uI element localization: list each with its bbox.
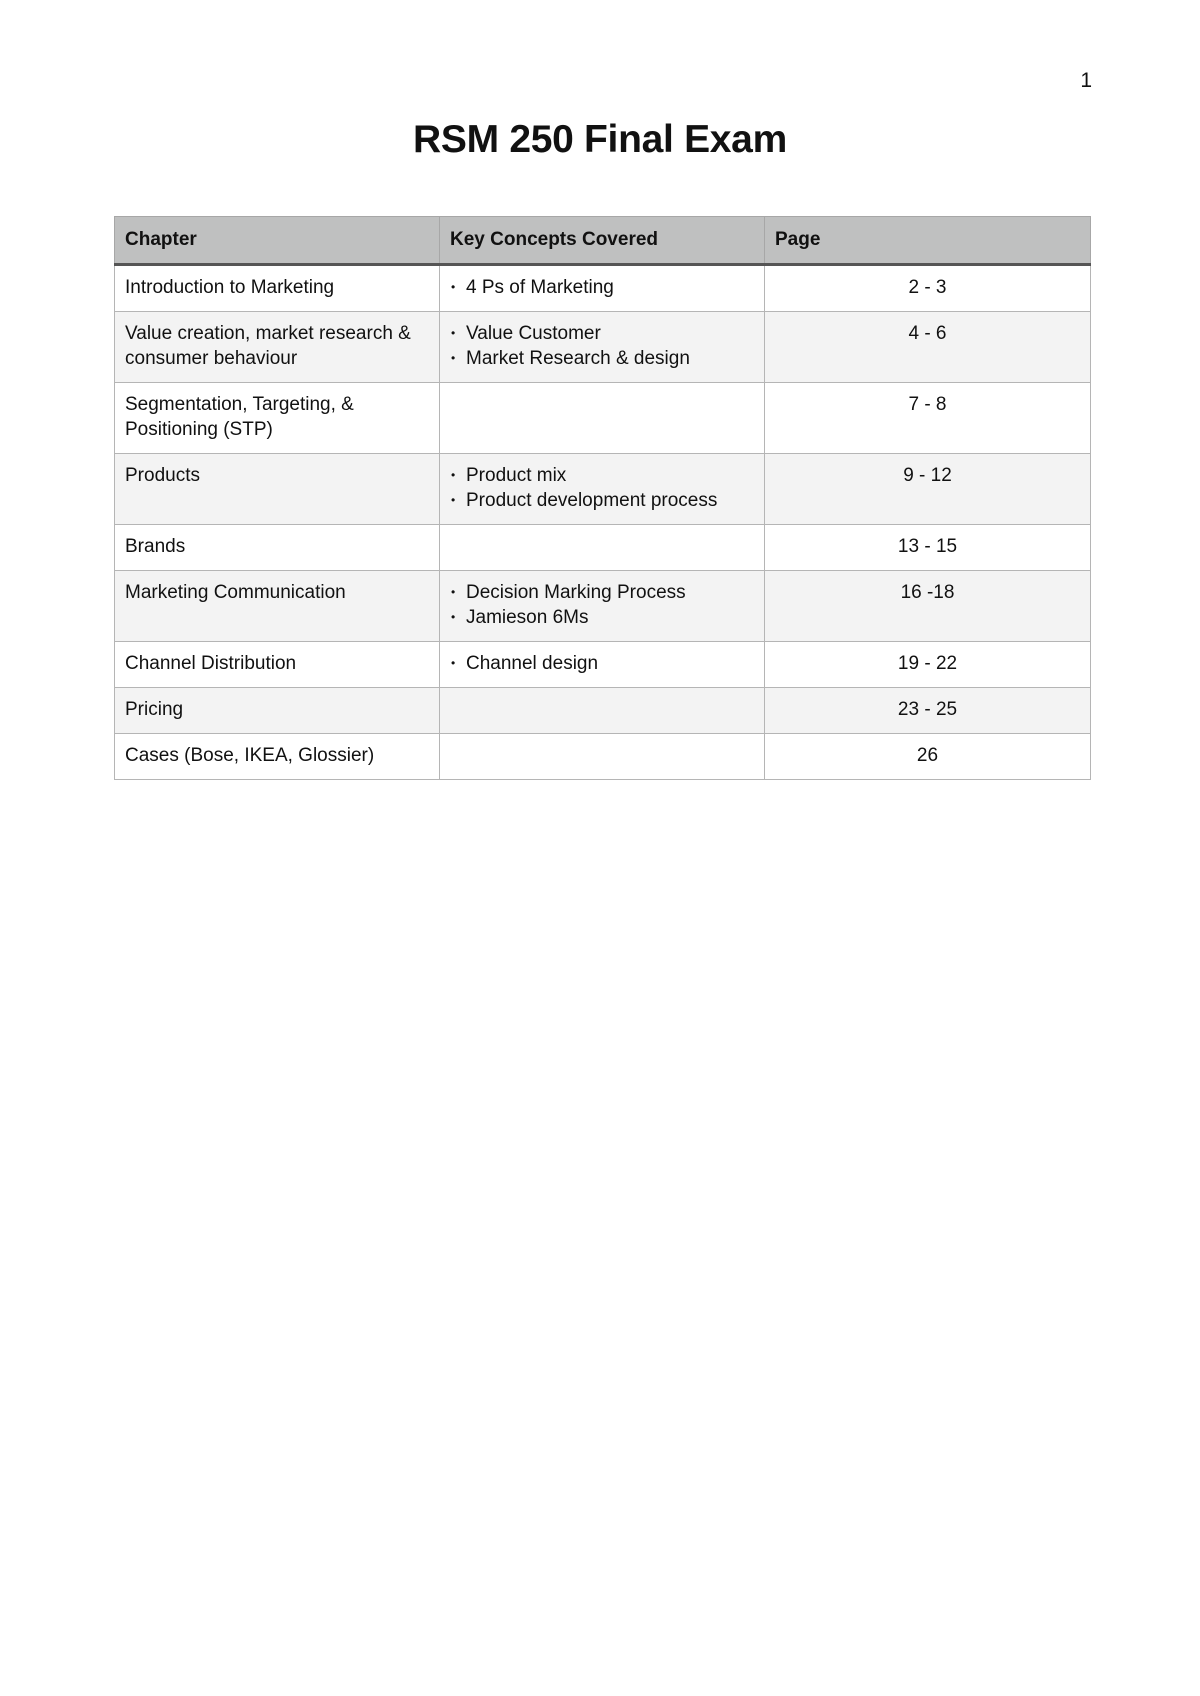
table-row	[115, 454, 1091, 525]
page-range-cell: 4 - 6	[765, 312, 1091, 383]
concepts-list	[450, 463, 754, 513]
concepts-list	[450, 651, 754, 676]
chapter-cell: Brands	[115, 525, 440, 571]
table-row	[115, 642, 1091, 688]
page-range-cell: 13 - 15	[765, 525, 1091, 571]
page-range-cell: 16 -18	[765, 571, 1091, 642]
chapter-cell: Value creation, market research & consumer behaviour	[115, 312, 440, 383]
page-range-cell: 2 - 3	[765, 265, 1091, 312]
page-range-cell: 9 - 12	[765, 454, 1091, 525]
document-title: RSM 250 Final Exam	[413, 118, 787, 161]
table-row	[115, 688, 1091, 734]
concepts-cell	[440, 688, 765, 734]
concept-item: • Value Customer	[450, 321, 754, 346]
concept-item: • Market Research & design	[450, 346, 754, 371]
chapter-cell: Products	[115, 454, 440, 525]
chapter-cell: Pricing	[115, 688, 440, 734]
concepts-list	[450, 321, 754, 371]
table-row	[115, 571, 1091, 642]
concepts-list	[450, 275, 754, 300]
chapter-cell: Cases (Bose, IKEA, Glossier)	[115, 734, 440, 780]
column-header-key-concepts: Key Concepts Covered	[440, 217, 765, 265]
concept-item: • Product development process	[450, 488, 754, 513]
table-row	[115, 312, 1091, 383]
chapter-cell: Segmentation, Targeting, & Positioning (STP)	[115, 383, 440, 454]
table-row	[115, 383, 1091, 454]
page-range-cell: 7 - 8	[765, 383, 1091, 454]
page-range-cell: 23 - 25	[765, 688, 1091, 734]
concepts-cell	[440, 265, 765, 312]
concept-item: • 4 Ps of Marketing	[450, 275, 754, 300]
contents-table	[114, 216, 1091, 780]
chapter-cell: Channel Distribution	[115, 642, 440, 688]
table-header-row	[115, 217, 1091, 265]
concept-item: • Decision Marking Process	[450, 580, 754, 605]
column-header-chapter: Chapter	[115, 217, 440, 265]
concepts-cell	[440, 734, 765, 780]
chapter-cell: Marketing Communication	[115, 571, 440, 642]
concepts-list	[450, 580, 754, 630]
concepts-cell	[440, 642, 765, 688]
concept-item: • Product mix	[450, 463, 754, 488]
concepts-cell	[440, 312, 765, 383]
table-row	[115, 525, 1091, 571]
page-number: 1	[1080, 69, 1092, 92]
concepts-cell	[440, 525, 765, 571]
table-body	[115, 265, 1091, 780]
table-row	[115, 734, 1091, 780]
concepts-cell	[440, 454, 765, 525]
table-row	[115, 265, 1091, 312]
concept-item: • Channel design	[450, 651, 754, 676]
column-header-page: Page	[765, 217, 1091, 265]
page-range-cell: 26	[765, 734, 1091, 780]
chapter-cell: Introduction to Marketing	[115, 265, 440, 312]
concept-item: • Jamieson 6Ms	[450, 605, 754, 630]
concepts-cell	[440, 383, 765, 454]
concepts-cell	[440, 571, 765, 642]
page-range-cell: 19 - 22	[765, 642, 1091, 688]
